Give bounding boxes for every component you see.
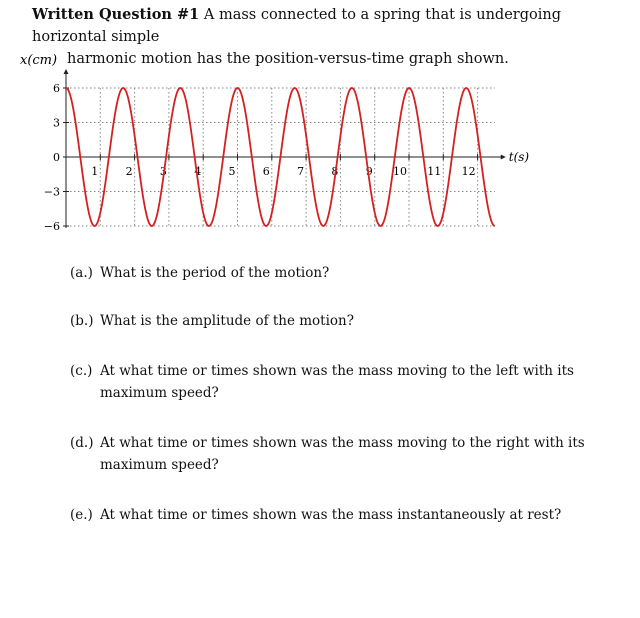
- question-b-label: (b.): [70, 313, 94, 329]
- x-tick-label: 10: [393, 165, 407, 178]
- question-a-label: (a.): [70, 265, 93, 281]
- position-time-graph: [0, 50, 640, 250]
- y-axis-arrow: [64, 69, 69, 74]
- x-axis-label: t(s): [508, 150, 530, 164]
- question-c-text: At what time or times shown was the mass moving to the left with its maximum speed?: [100, 363, 574, 401]
- x-tick-label: 12: [461, 165, 476, 178]
- y-tick-label: 3: [53, 116, 60, 130]
- x-tick-label: 3: [159, 165, 167, 178]
- question-a-text: What is the period of the motion?: [100, 265, 330, 281]
- y-axis-label: x(cm): [20, 53, 58, 68]
- x-tick-label: 6: [262, 165, 270, 178]
- question-a: [70, 262, 610, 284]
- question-b: [70, 310, 610, 332]
- question-b-text: What is the amplitude of the motion?: [100, 313, 354, 329]
- x-tick-label: 9: [365, 165, 373, 178]
- y-tick-label: −6: [43, 220, 60, 233]
- y-tick-label: −3: [43, 185, 60, 199]
- x-tick-label: 7: [297, 165, 305, 178]
- question-c: [70, 360, 610, 404]
- question-d-label: (d.): [70, 435, 94, 451]
- axes: [63, 69, 506, 228]
- x-tick-label: 2: [125, 165, 133, 178]
- x-tick-label: 11: [427, 165, 442, 178]
- question-d-text: At what time or times shown was the mass moving to the right with its maximum speed?: [100, 435, 585, 473]
- y-tick-label: 0: [53, 151, 60, 164]
- x-tick-label: 4: [194, 165, 202, 178]
- question-e-label: (e.): [70, 507, 93, 523]
- x-tick-label: 1: [91, 165, 99, 178]
- question-e: [70, 504, 610, 526]
- x-axis-arrow: [501, 155, 506, 160]
- question-e-text: At what time or times shown was the mass instantaneously at rest?: [100, 507, 562, 523]
- x-tick-label: 8: [331, 165, 339, 178]
- question-list: [70, 262, 610, 526]
- x-tick-label: 5: [228, 165, 236, 178]
- question-title: Written Question #1: [32, 6, 200, 23]
- question-intro-line1: A mass connected to a spring that is undergoing horizontal simple: [32, 7, 561, 45]
- y-tick-label: 6: [53, 82, 60, 95]
- question-c-label: (c.): [70, 363, 93, 379]
- question-intro-line2: harmonic motion has the position-versus-time graph shown.: [67, 51, 509, 67]
- question-d: [70, 432, 610, 476]
